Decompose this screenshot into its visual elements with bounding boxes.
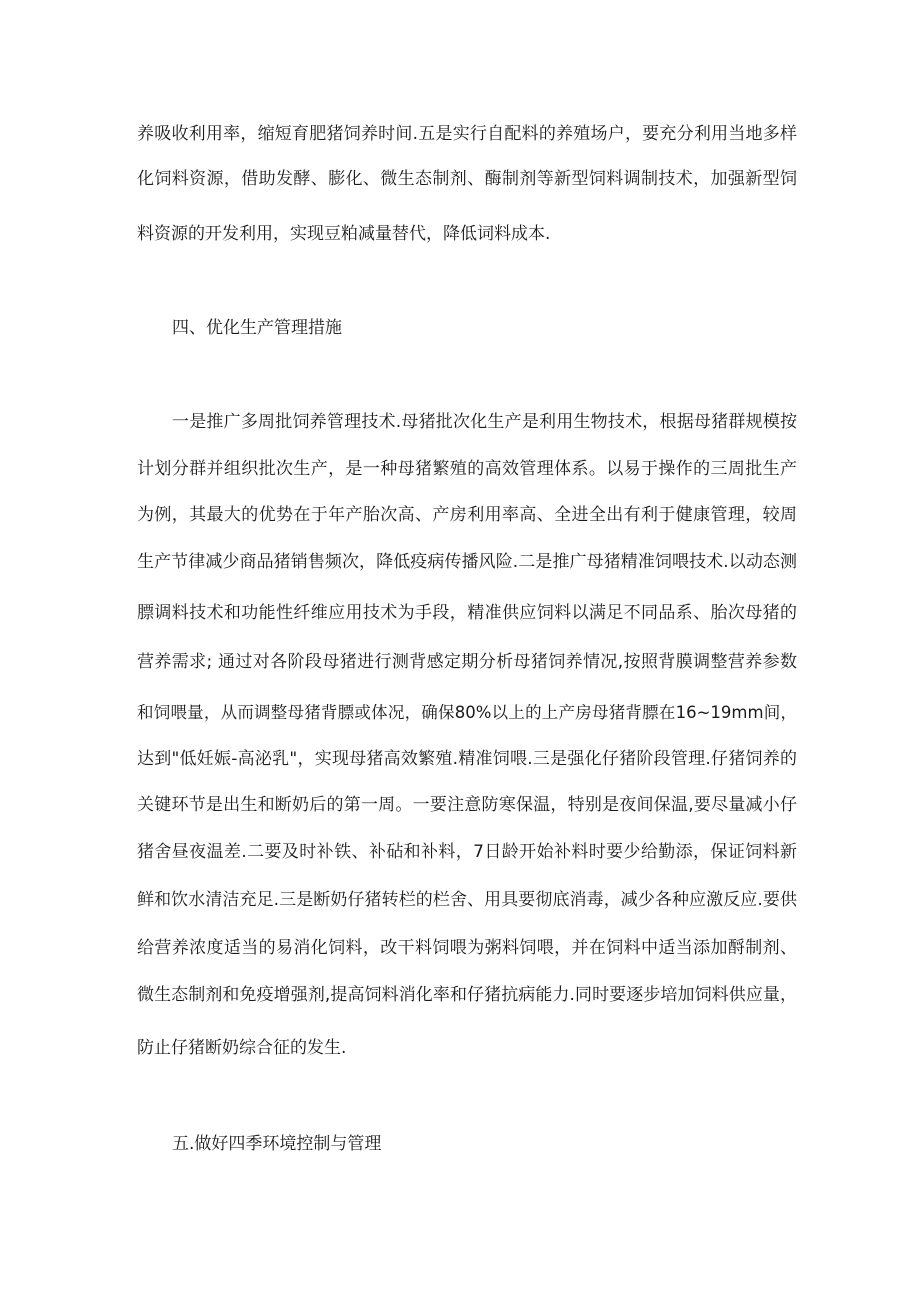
paragraph-line: 达到"低妊娠-高泌乳"，实现母猪高效繁殖.精准饲喂.三是强化仔猪阶段管理.仔猪饲养的 bbox=[137, 749, 797, 769]
section-heading-4: 四、优化生产管理措施 bbox=[172, 318, 342, 338]
section-heading-5: 五.做好四季环境控制与管理 bbox=[172, 1134, 382, 1154]
paragraph-line: 化饲料资源，借助发酵、膨化、微生态制剂、酶制剂等新型饲料调制技术，加强新型饲 bbox=[137, 169, 797, 189]
paragraph-line: 微生态制剂和免疫增强剂,提高饲料消化率和仔猪抗病能力.同时要逐步培加饲料供应量， bbox=[137, 985, 797, 1005]
paragraph-line: 养吸收利用率，缩短育肥猪饲养时间.五是实行自配料的养殖场户，要充分利用当地多样 bbox=[137, 124, 797, 144]
paragraph-line: 和饲喂量，从而调整母猪背膘或体况，确保80%以上的上产房母猪背膘在16~19mm间， bbox=[137, 703, 797, 722]
paragraph-line: 防止仔猪断奶综合征的发生. bbox=[137, 1038, 347, 1058]
paragraph-line: 料资源的开发利用，实现豆粕减量替代，降低词料成本. bbox=[137, 224, 551, 244]
paragraph-line: 关键环节是出生和断奶后的第一周。一要注意防寒保温，特别是夜间保温,要尽量减小仔 bbox=[137, 795, 797, 815]
paragraph-line: 生产节律减少商品猪销售频次，降低疫病传播风险.二是推广母猪精准饲喂技术.以动态测 bbox=[137, 552, 797, 572]
paragraph-line: 计划分群并组织批次生产，是一种母猪繁殖的高效管理体系。以易于操作的三周批生产 bbox=[137, 459, 797, 479]
paragraph-line: 鲜和饮水清洁充足.三是断奶仔猪转栏的栏舍、用具要彻底消毒，减少各种应激反应.要供 bbox=[137, 890, 797, 910]
paragraph-line: 一是推广多周批饲养管理技术.母猪批次化生产是利用生物技术，根据母猪群规模按 bbox=[172, 412, 797, 432]
paragraph-line: 营养需求; 通过对各阶段母猪进行测背感定期分析母猪饲养情况,按照背膜调整营养参数 bbox=[137, 652, 797, 672]
paragraph-line: 猪舍昼夜温差.二要及时补铁、补砧和补料，7日龄开始补料时要少给勤添，保证饲料新 bbox=[137, 842, 797, 862]
paragraph-line: 为例，其最大的优势在于年产胎次高、产房利用率高、全进全出有利于健康管理，较周 bbox=[137, 505, 797, 525]
paragraph-line: 膘调料技术和功能性纤维应用技术为手段，精准供应饲料以满足不同品系、胎次母猪的 bbox=[137, 603, 797, 623]
paragraph-line: 给营养浓度适当的易消化饲料，改干料饲喂为粥料饲喂，并在饲料中适当添加酹制剂、 bbox=[137, 938, 797, 958]
